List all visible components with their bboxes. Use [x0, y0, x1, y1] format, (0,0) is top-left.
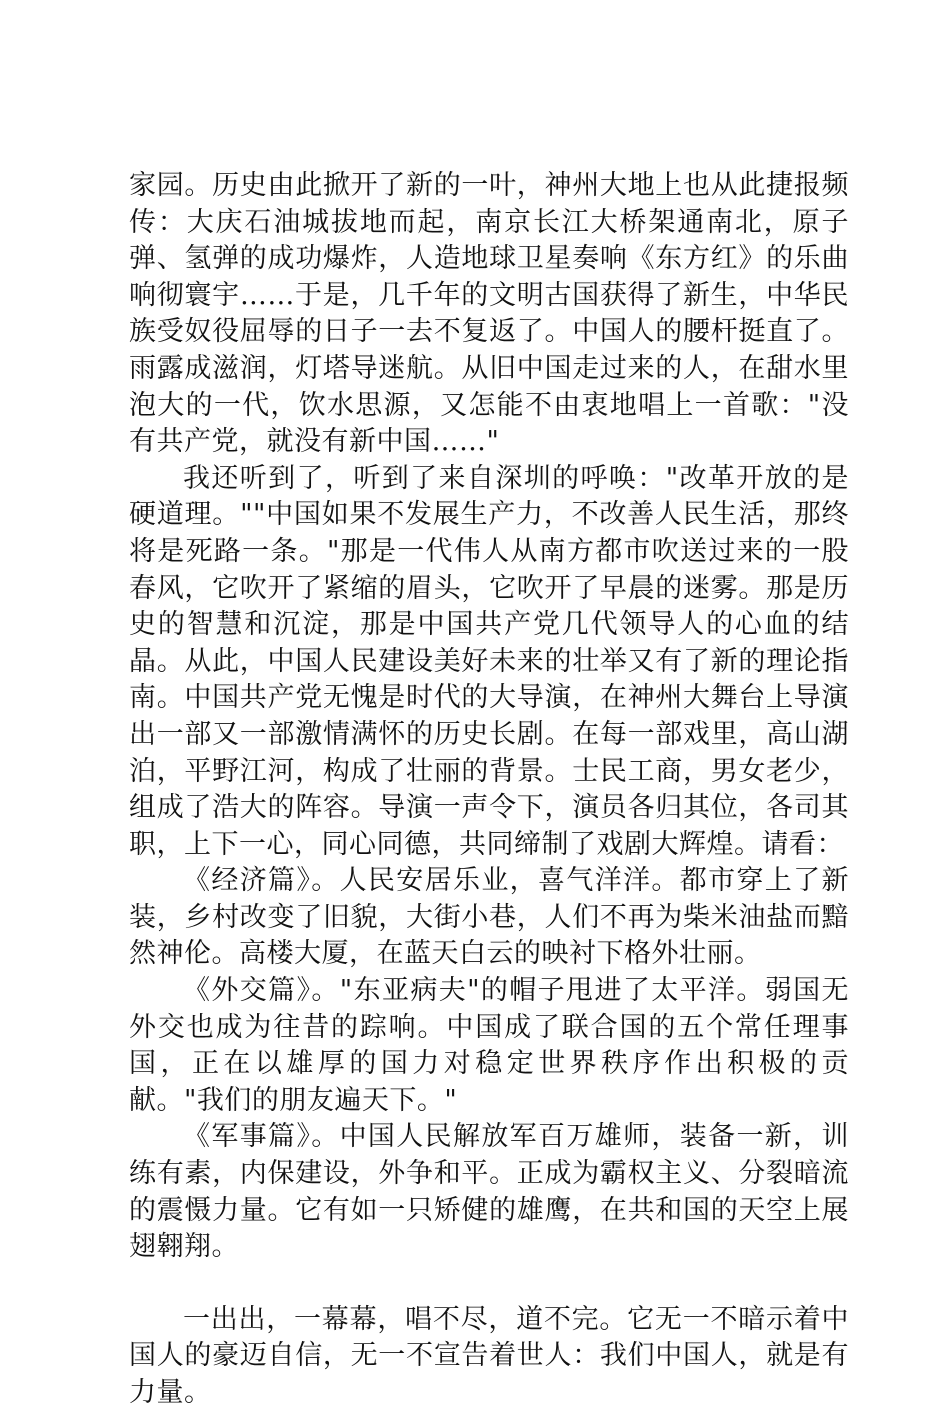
article-body — [129, 168, 849, 1412]
paragraph-economy: 《经济篇》。人民安居乐业，喜气洋洋。都市穿上了新装，乡村改变了旧貌，大街小巷，人们不再为柴米油盐而黯然神伦。高楼大厦，在蓝天白云的映衬下格外壮丽。 — [129, 865, 849, 970]
paragraph-military: 《军事篇》。中国人民解放军百万雄师，装备一新，训练有素，内保建设，外争和平。正成为霸权主义、分裂暗流的震慑力量。它有如一只矫健的雄鹰，在共和国的天空上展翅翱翔。 — [129, 1121, 849, 1263]
paragraph-conclusion: 一出出，一幕幕，唱不尽，道不完。它无一不暗示着中国人的豪迈自信，无一不宣告着世人：我们中国人，就是有力量。 — [129, 1303, 849, 1408]
paragraph-continuation: 家园。历史由此掀开了新的一叶，神州大地上也从此捷报频传：大庆石油城拔地而起，南京长江大桥架通南北，原子弹、氢弹的成功爆炸，人造地球卫星奏响《东方红》的乐曲响彻寰宇……于是，几千年的文明古国获得了新生，中华民族受奴役屈辱的日子一去不复返了。中国人的腰杆挺直了。雨露成滋润，灯塔导迷航。从旧中国走过来的人，在甜水里泡大的一代，饮水思源，又怎能不由衷地唱上一首歌："没有共产党，就没有新中国……" — [129, 170, 849, 458]
paragraph-shenzhen-call: 我还听到了，听到了来自深圳的呼唤："改革开放的是硬道理。""中国如果不发展生产力，不改善人民生活，那终将是死路一条。"那是一代伟人从南方都市吹送过来的一股春风，它吹开了紧缩的眉头，它吹开了早晨的迷雾。那是历史的智慧和沉淀，那是中国共产党几代领导人的心血的结晶。从此，中国人民建设美好未来的壮举又有了新的理论指南。中国共产党无愧是时代的大导演，在神州大舞台上导演出一部又一部激情满怀的历史长剧。在每一部戏里，高山湖泊，平野江河，构成了壮丽的背景。士民工商，男女老少，组成了浩大的阵容。导演一声令下，演员各归其位，各司其职，上下一心，同心同德，共同缔制了戏剧大辉煌。请看： — [129, 462, 849, 860]
paragraph-diplomacy: 《外交篇》。"东亚病夫"的帽子甩进了太平洋。弱国无外交也成为往昔的踪响。中国成了联合国的五个常任理事国，正在以雄厚的国力对稳定世界秩序作出积极的贡献。"我们的朋友遍天下。" — [129, 975, 849, 1116]
